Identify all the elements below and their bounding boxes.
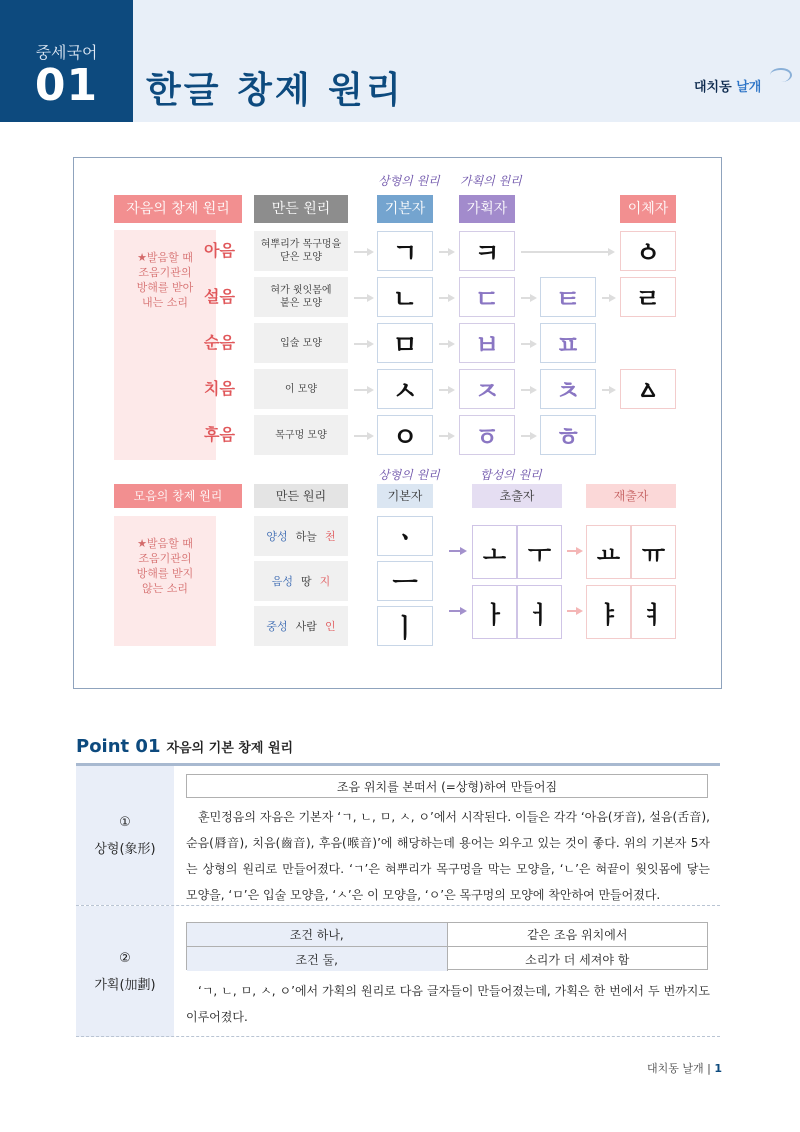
- group-label: 아음: [204, 241, 235, 260]
- second-vowel: ㅛ: [586, 525, 631, 579]
- arrow: [354, 343, 372, 345]
- basic-letter: ㅁ: [377, 323, 433, 363]
- second-vowel: ㅕ: [631, 585, 676, 639]
- arrow: [439, 343, 453, 345]
- vowel-made-header: 만든 원리: [254, 484, 348, 508]
- arrow: [521, 251, 613, 253]
- arrow: [567, 610, 581, 612]
- arrow: [354, 251, 372, 253]
- added-letter: ㆆ: [459, 415, 515, 455]
- vowel-second-header: 재출자: [586, 484, 676, 508]
- condition-row: 조건 둘, 소리가 더 세져야 함: [187, 947, 707, 971]
- vowel-basic-header: 기본자: [377, 484, 433, 508]
- added-letter: ㅊ: [540, 369, 596, 409]
- made-description: 목구멍 모양: [254, 415, 348, 455]
- page-number: 1: [714, 1062, 722, 1075]
- group-label: 치음: [204, 379, 235, 398]
- wing-icon: [770, 68, 792, 82]
- annotation-basic: 상형의 원리: [378, 174, 440, 188]
- added-letter: ㅌ: [540, 277, 596, 317]
- arrow: [354, 435, 372, 437]
- made-description: 혀뿌리가 목구멍을 닫은 모양: [254, 231, 348, 271]
- vowel-first-header: 초출자: [472, 484, 562, 508]
- point-heading: [76, 736, 293, 757]
- arrow: [449, 610, 465, 612]
- explanation-text: 훈민정음의 자음은 기본자 ‘ㄱ, ㄴ, ㅁ, ㅅ, ㅇ’에서 시작된다. 이들은 각각 ‘아음(牙音), 설음(舌音), 순음(脣音), 치음(齒音), 후음(喉音)’에 해당하는데 용어는 외우고 있는 것이 좋다. 위의 기본자 5자는 상형의 원리로 만들어졌다. ‘ㄱ’은 혀뿌리가 목구멍을 막는 모양을, ‘ㄴ’은 혀끝이 윗잇몸에 닿는 모양을, ‘ㅁ’은 입술 모양을, ‘ㅅ’은 이 모양을, ‘ㅇ’은 목구멍의 모양에 착안하여 만들어졌다.: [186, 810, 710, 902]
- variant-letter: ㅿ: [620, 369, 676, 409]
- row-divider: [76, 1036, 720, 1037]
- arrow: [439, 297, 453, 299]
- arrow: [602, 297, 614, 299]
- basic-letter: ㅇ: [377, 415, 433, 455]
- basic-letter-header: 기본자: [377, 195, 433, 223]
- page-header: [0, 0, 800, 122]
- variant-letter: ㄹ: [620, 277, 676, 317]
- first-vowel: ㅏ: [472, 585, 517, 639]
- point-label: Point 01: [76, 736, 161, 757]
- added-letter: ㄷ: [459, 277, 515, 317]
- added-letter: ㅍ: [540, 323, 596, 363]
- consonant-description: ★발음할 때 조음기관의 방해를 받아 내는 소리: [114, 230, 216, 460]
- point-title: 자음의 기본 창제 원리: [166, 741, 294, 756]
- key-statement: 조음 위치를 본떠서 (=상형)하여 만들어짐: [186, 774, 708, 798]
- vowel-made-row: 음성 땅 지: [254, 561, 348, 601]
- first-vowel: ㅓ: [517, 585, 562, 639]
- added-letter: ㅈ: [459, 369, 515, 409]
- subject-label: 중세국어: [35, 43, 98, 62]
- arrow: [567, 550, 581, 552]
- group-label: 설음: [204, 287, 235, 306]
- vowel-basic-letter: ㅡ: [377, 561, 433, 601]
- point-table: [76, 763, 720, 1034]
- footer-brand: 대치동 날개: [647, 1062, 704, 1075]
- vowel-made-row: 양성 하늘 천: [254, 516, 348, 556]
- made-principle-header: 만든 원리: [254, 195, 348, 223]
- added-letter: ㅋ: [459, 231, 515, 271]
- first-vowel: ㅗ: [472, 525, 517, 579]
- arrow: [439, 251, 453, 253]
- consonant-principle-header: 자음의 창제 원리: [114, 195, 242, 223]
- variant-letter: ㆁ: [620, 231, 676, 271]
- condition-row: 조건 하나, 같은 조음 위치에서: [187, 923, 707, 947]
- arrow: [521, 435, 535, 437]
- creation-diagram: [73, 157, 722, 689]
- explanation-text: ‘ㄱ, ㄴ, ㅁ, ㅅ, ㅇ’에서 가획의 원리로 다음 글자들이 만들어졌는데, 가획은 한 번에서 두 번까지도 이루어졌다.: [186, 984, 710, 1024]
- made-description: 이 모양: [254, 369, 348, 409]
- row-label: ① 상형(象形): [76, 766, 174, 905]
- row-content: [174, 766, 720, 905]
- page-footer: 대치동 날개 | 1: [647, 1062, 722, 1075]
- variant-letter-header: 이체자: [620, 195, 676, 223]
- added-letter-header: 가획자: [459, 195, 515, 223]
- vowel-basic-letter: ㆍ: [377, 516, 433, 556]
- arrow: [521, 389, 535, 391]
- arrow: [521, 297, 535, 299]
- arrow: [521, 343, 535, 345]
- basic-letter: ㄱ: [377, 231, 433, 271]
- basic-letter: ㄴ: [377, 277, 433, 317]
- arrow: [449, 550, 465, 552]
- vowel-made-row: 중성 사람 인: [254, 606, 348, 646]
- second-vowel: ㅠ: [631, 525, 676, 579]
- vowel-principle-header: 모음의 창제 원리: [114, 484, 242, 508]
- row-content: [174, 906, 720, 1037]
- arrow: [439, 435, 453, 437]
- arrow: [354, 297, 372, 299]
- annotation-stroke: 가획의 원리: [460, 174, 522, 188]
- added-letter: ㅎ: [540, 415, 596, 455]
- chapter-badge: [0, 0, 133, 122]
- added-letter: ㅂ: [459, 323, 515, 363]
- brand-logo: 대치동 날개: [694, 80, 762, 95]
- group-label: 순음: [204, 333, 235, 352]
- made-description: 입술 모양: [254, 323, 348, 363]
- basic-letter: ㅅ: [377, 369, 433, 409]
- annotation-combine: 합성의 원리: [480, 468, 542, 482]
- chapter-number: 01: [34, 60, 99, 111]
- row-label: ② 가획(加劃): [76, 906, 174, 1037]
- condition-table: [186, 922, 708, 970]
- arrow: [602, 389, 614, 391]
- page-title: 한글 창제 원리: [146, 70, 404, 111]
- second-vowel: ㅑ: [586, 585, 631, 639]
- vowel-basic-letter: ㅣ: [377, 606, 433, 646]
- vowel-description: ★발음할 때 조음기관의 방해를 받지 않는 소리: [114, 516, 216, 646]
- first-vowel: ㅜ: [517, 525, 562, 579]
- annotation-basic-vowel: 상형의 원리: [378, 468, 440, 482]
- group-label: 후음: [204, 425, 235, 444]
- made-description: 혀가 윗잇몸에 붙은 모양: [254, 277, 348, 317]
- arrow: [354, 389, 372, 391]
- arrow: [439, 389, 453, 391]
